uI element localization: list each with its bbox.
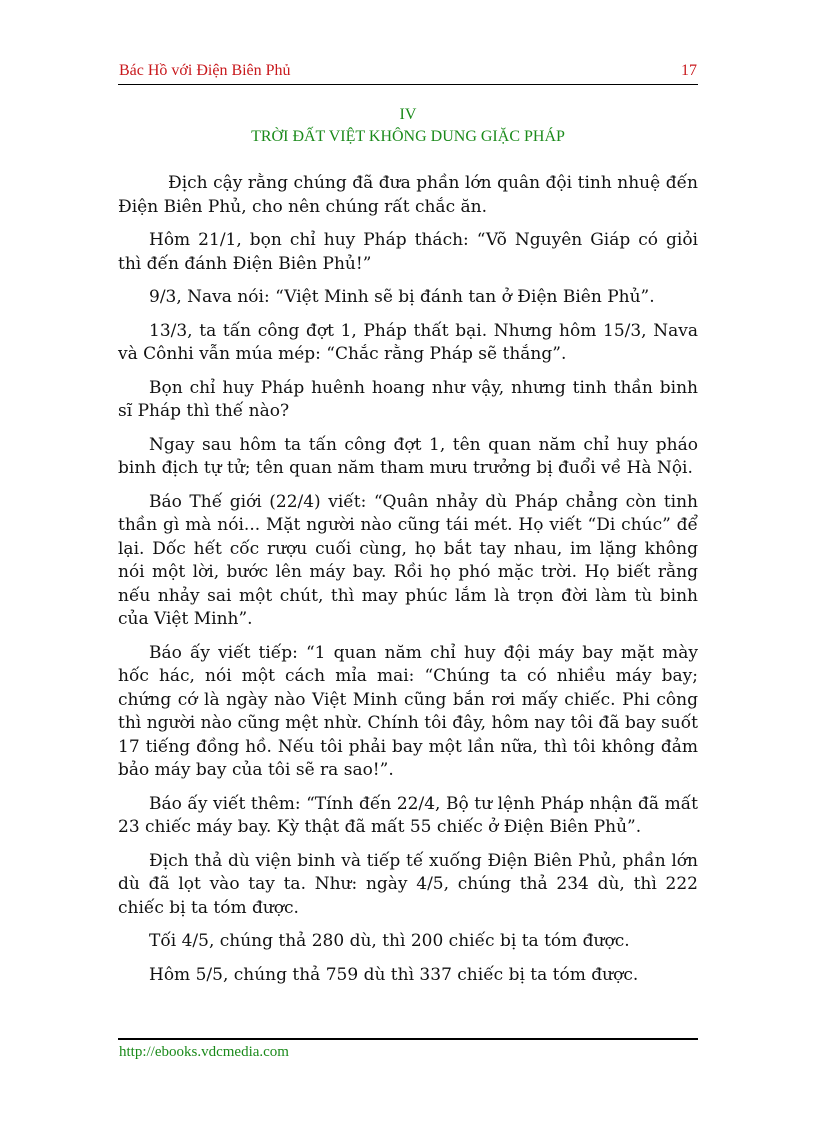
- paragraph: 9/3, Nava nói: “Việt Minh sẽ bị đánh tan ở Điện Biên Phủ”.: [149, 287, 655, 307]
- page-header: [118, 60, 698, 85]
- footer-url-link[interactable]: http://ebooks.vdcmedia.com: [119, 1044, 289, 1060]
- footer-divider: [118, 1038, 698, 1040]
- paragraph: Ngay sau hôm ta tấn công đợt 1, tên quan năm chỉ huy pháo binh địch tự tử; tên quan năm tham mưu trưởng bị đuổi về Hà Nội.: [118, 434, 698, 478]
- paragraph: Tối 4/5, chúng thả 280 dù, thì 200 chiếc bị ta tóm được.: [149, 931, 630, 951]
- book-title: Bác Hồ với Điện Biên Phủ: [119, 62, 291, 79]
- paragraph: Địch cậy rằng chúng đã đưa phần lớn quân đội tinh nhuệ đến Điện Biên Phủ, cho nên chúng rất chắc ăn.: [118, 173, 698, 217]
- chapter-title: TRỜI ĐẤT VIỆT KHÔNG DUNG GIẶC PHÁP: [251, 128, 565, 145]
- paragraph: Địch thả dù viện binh và tiếp tế xuống Điện Biên Phủ, phần lớn dù đã lọt vào tay ta. Như: ngày 4/5, chúng thả 234 dù, thì 222 chiếc bị ta tóm được.: [118, 850, 698, 918]
- paragraph: 13/3, ta tấn công đợt 1, Pháp thất bại. Nhưng hôm 15/3, Nava và Cônhi vẫn múa mép: “Chắc rằng Pháp sẽ thắng”.: [118, 320, 698, 364]
- page-number: 17: [681, 62, 697, 79]
- paragraph: Báo ấy viết thêm: “Tính đến 22/4, Bộ tư lệnh Pháp nhận đã mất 23 chiếc máy bay. Kỳ thật đã mất 55 chiếc ở Điện Biên Phủ”.: [118, 793, 698, 837]
- chapter-number: IV: [399, 106, 417, 123]
- chapter-heading: [118, 104, 698, 148]
- paragraph: Báo ấy viết tiếp: “1 quan năm chỉ huy đội máy bay mặt mày hốc hác, nói một cách mỉa mai: “Chúng ta có nhiều máy bay; chứng cớ là ngày nào Việt Minh cũng bắn rơi mấy chiếc. Phi công thì người nào cũng mệt nhừ. Chính tôi đây, hôm nay tôi đã bay suốt 17 tiếng đồng hồ. Nếu tôi phải bay một lần nữa, thì tôi không đảm bảo máy bay của tôi sẽ ra sao!”.: [118, 642, 698, 780]
- paragraph: Báo Thế giới (22/4) viết: “Quân nhảy dù Pháp chẳng còn tinh thần gì mà nói... Mặt người nào cũng tái mét. Họ viết “Di chúc” để lại. Dốc hết cốc rượu cuối cùng, họ bắt tay nhau, im lặng không nói một lời, bước lên máy bay. Rồi họ phó mặc trời. Họ biết rằng nếu nhảy sai một chút, thì may phúc lắm là trọn đời làm tù binh của Việt Minh”.: [118, 491, 698, 629]
- body-text: [118, 172, 698, 997]
- paragraph: Hôm 5/5, chúng thả 759 dù thì 337 chiếc bị ta tóm được.: [149, 964, 639, 985]
- paragraph: Bọn chỉ huy Pháp huênh hoang như vậy, nhưng tinh thần binh sĩ Pháp thì thế nào?: [118, 377, 698, 421]
- paragraph: Hôm 21/1, bọn chỉ huy Pháp thách: “Võ Nguyên Giáp có giỏi thì đến đánh Điện Biên Phủ!”: [118, 230, 698, 274]
